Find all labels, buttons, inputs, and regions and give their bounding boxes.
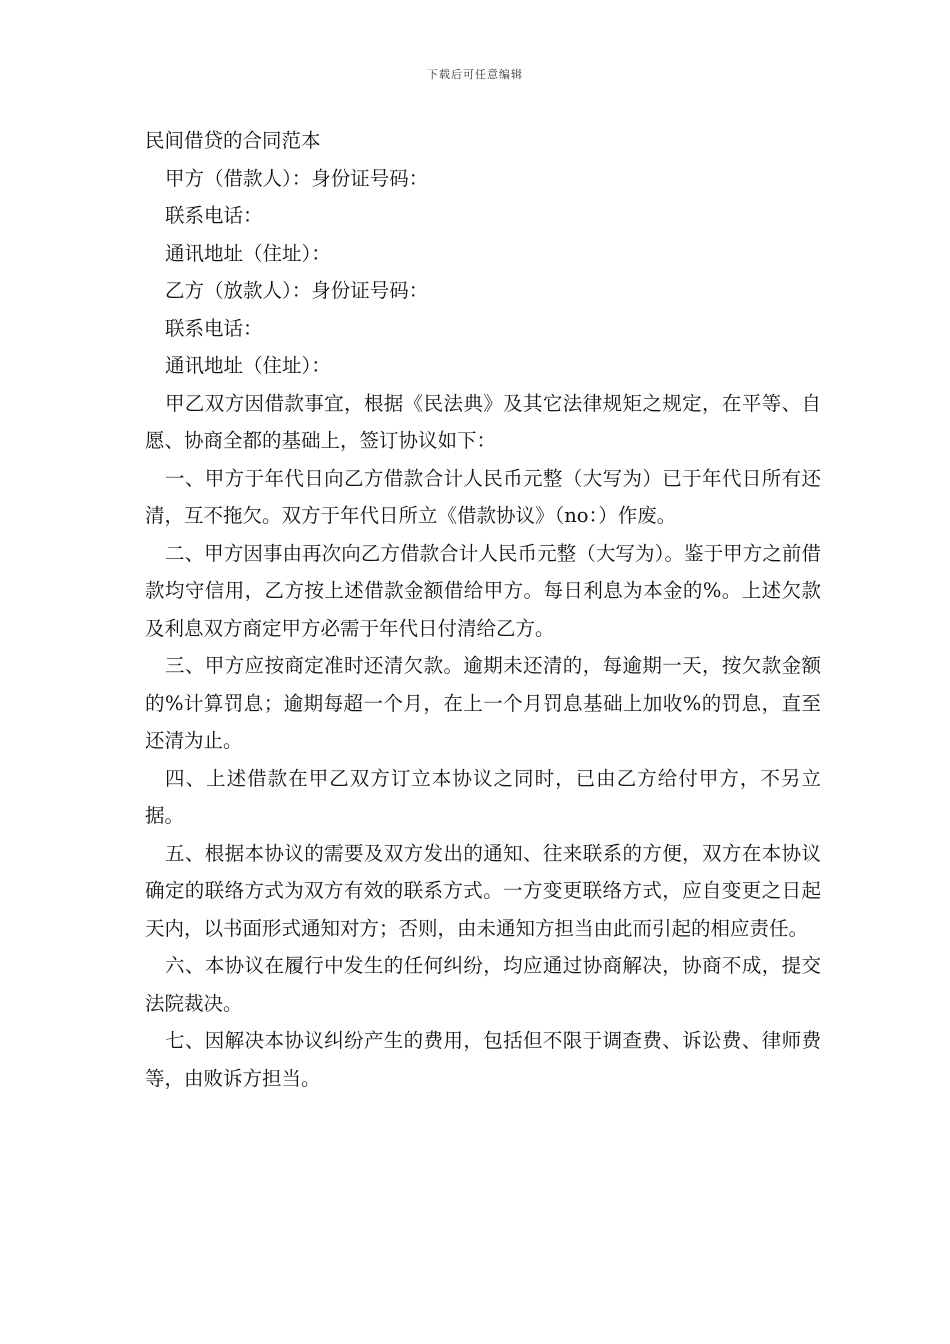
clause-4: 四、上述借款在甲乙双方订立本协议之同时，已由乙方给付甲方，不另立据。 bbox=[145, 766, 821, 827]
clause-3: 三、甲方应按商定准时还清欠款。逾期未还清的，每逾期一天，按欠款金额的%计算罚息；逾期每超一个月，在上一个月罚息基础上加收%的罚息，直至还清为止。 bbox=[145, 654, 821, 752]
clause-7: 七、因解决本协议纠纷产生的费用，包括但不限于调查费、诉讼费、律师费等，由败诉方担当。 bbox=[145, 1029, 821, 1090]
party-a-id-line: 甲方（借款人）：身份证号码： bbox=[165, 166, 429, 190]
party-b-phone-line: 联系电话： bbox=[165, 316, 263, 340]
contract-title: 民间借贷的合同范本 bbox=[145, 129, 321, 152]
clause-1: 一、甲方于年代日向乙方借款合计人民币元整（大写为）已于年代日所有还清，互不拖欠。双方于年代日所立《借款协议》（no：）作废。 bbox=[145, 466, 821, 527]
party-b-address-line: 通讯地址（住址）： bbox=[165, 354, 331, 377]
preamble-paragraph: 甲乙双方因借款事宜，根据《民法典》及其它法律规矩之规定，在平等、自愿、协商全都的基础上，签订协议如下： bbox=[145, 391, 821, 452]
contract-body bbox=[145, 122, 821, 1097]
party-a-address-line: 通讯地址（住址）： bbox=[165, 241, 331, 265]
page-header-note: 下载后可任意编辑 bbox=[427, 68, 523, 81]
clause-2: 二、甲方因事由再次向乙方借款合计人民币元整（大写为）。鉴于甲方之前借款均守信用，乙方按上述借款金额借给甲方。每日利息为本金的%。上述欠款及利息双方商定甲方必需于年代日付清给乙方。 bbox=[145, 541, 821, 640]
clause-6: 六、本协议在履行中发生的任何纠纷，均应通过协商解决，协商不成，提交法院裁决。 bbox=[145, 954, 821, 1015]
party-b-id-line: 乙方（放款人）：身份证号码： bbox=[165, 279, 429, 302]
clause-5: 五、根据本协议的需要及双方发出的通知、往来联系的方便，双方在本协议确定的联络方式为双方有效的联系方式。一方变更联络方式，应自变更之日起天内，以书面形式通知对方；否则，由未通知方担当由此而引起的相应责任。 bbox=[145, 841, 821, 940]
party-a-phone-line: 联系电话： bbox=[165, 204, 263, 227]
